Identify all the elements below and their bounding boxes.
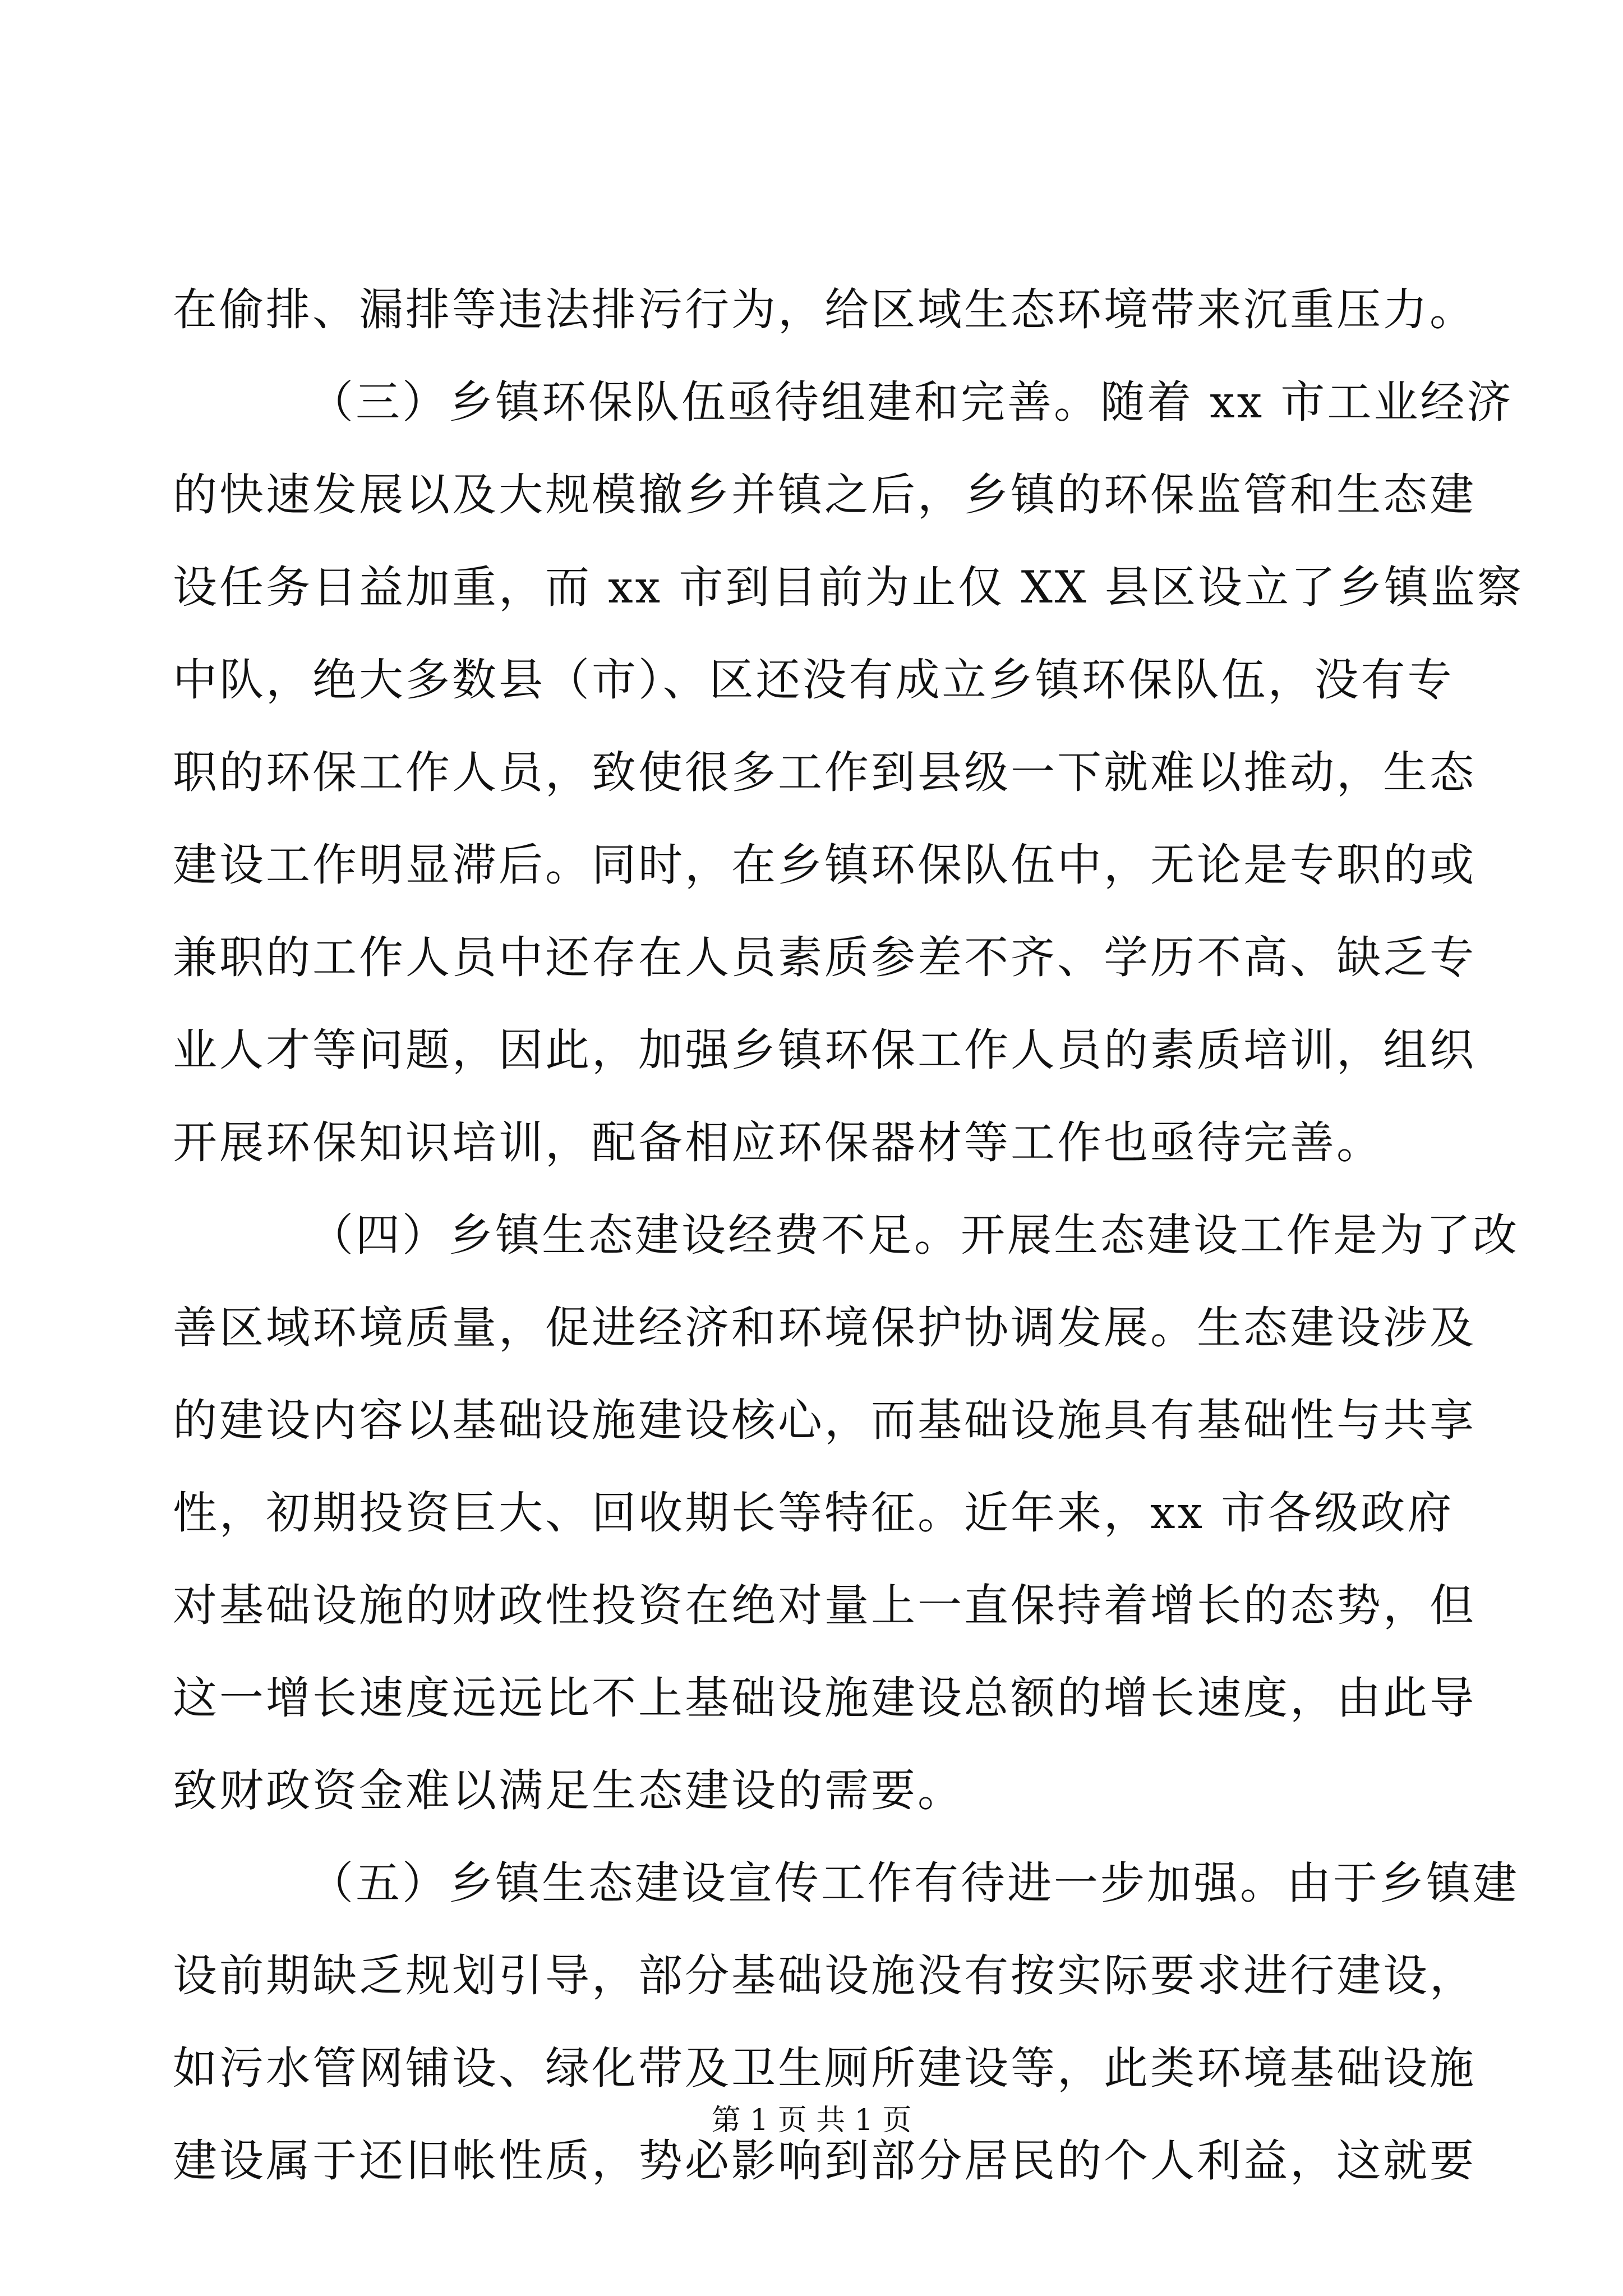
text-line: 设任务日益加重，而 xx 市到目前为止仅 XX 县区设立了乡镇监察 bbox=[173, 562, 1524, 613]
text-line: 如污水管网铺设、绿化带及卫生厕所建设等，此类环境基础设施 bbox=[173, 2042, 1476, 2094]
text-line: 的建设内容以基础设施建设核心，而基础设施具有基础性与共享 bbox=[173, 1395, 1476, 1446]
text-line: 业人才等问题，因此，加强乡镇环保工作人员的素质培训，组织 bbox=[173, 1024, 1476, 1076]
text-line: 的快速发展以及大规模撤乡并镇之后，乡镇的环保监管和生态建 bbox=[173, 469, 1476, 521]
paragraph-heading-line: （五）乡镇生态建设宣传工作有待进一步加强。由于乡镇建 bbox=[309, 1857, 1519, 1909]
text-line: 致财政资金难以满足生态建设的需要。 bbox=[173, 1765, 964, 1816]
document-body bbox=[173, 264, 1524, 2207]
text-line: 这一增长速度远远比不上基础设施建设总额的增长速度，由此导 bbox=[173, 1672, 1476, 1724]
text-line: 建设属于还旧帐性质，势必影响到部分居民的个人利益，这就要 bbox=[173, 2135, 1476, 2187]
paragraph-heading-line: （三）乡镇环保队伍亟待组建和完善。随着 xx 市工业经济 bbox=[309, 376, 1514, 428]
text-line: 中队，绝大多数县（市）、区还没有成立乡镇环保队伍，没有专 bbox=[173, 654, 1454, 706]
text-line: 对基础设施的财政性投资在绝对量上一直保持着增长的态势，但 bbox=[173, 1580, 1476, 1631]
text-line: 建设工作明显滞后。同时，在乡镇环保队伍中，无论是专职的或 bbox=[173, 839, 1476, 891]
text-line: 性，初期投资巨大、回收期长等特征。近年来，xx 市各级政府 bbox=[173, 1487, 1454, 1539]
text-line: 职的环保工作人员，致使很多工作到县级一下就难以推动，生态 bbox=[173, 747, 1476, 798]
text-line: 开展环保知识培训，配备相应环保器材等工作也亟待完善。 bbox=[173, 1117, 1383, 1168]
paragraph-heading-line: （四）乡镇生态建设经费不足。开展生态建设工作是为了改 bbox=[309, 1209, 1519, 1261]
text-line: 设前期缺乏规划引导，部分基础设施没有按实际要求进行建设， bbox=[173, 1950, 1476, 2001]
text-line: 在偷排、漏排等违法排污行为，给区域生态环境带来沉重压力。 bbox=[173, 284, 1476, 335]
page-footer: 第 1 页 共 1 页 bbox=[711, 2104, 912, 2137]
text-line: 善区域环境质量，促进经济和环境保护协调发展。生态建设涉及 bbox=[173, 1302, 1476, 1354]
text-line: 兼职的工作人员中还存在人员素质参差不齐、学历不高、缺乏专 bbox=[173, 932, 1476, 983]
